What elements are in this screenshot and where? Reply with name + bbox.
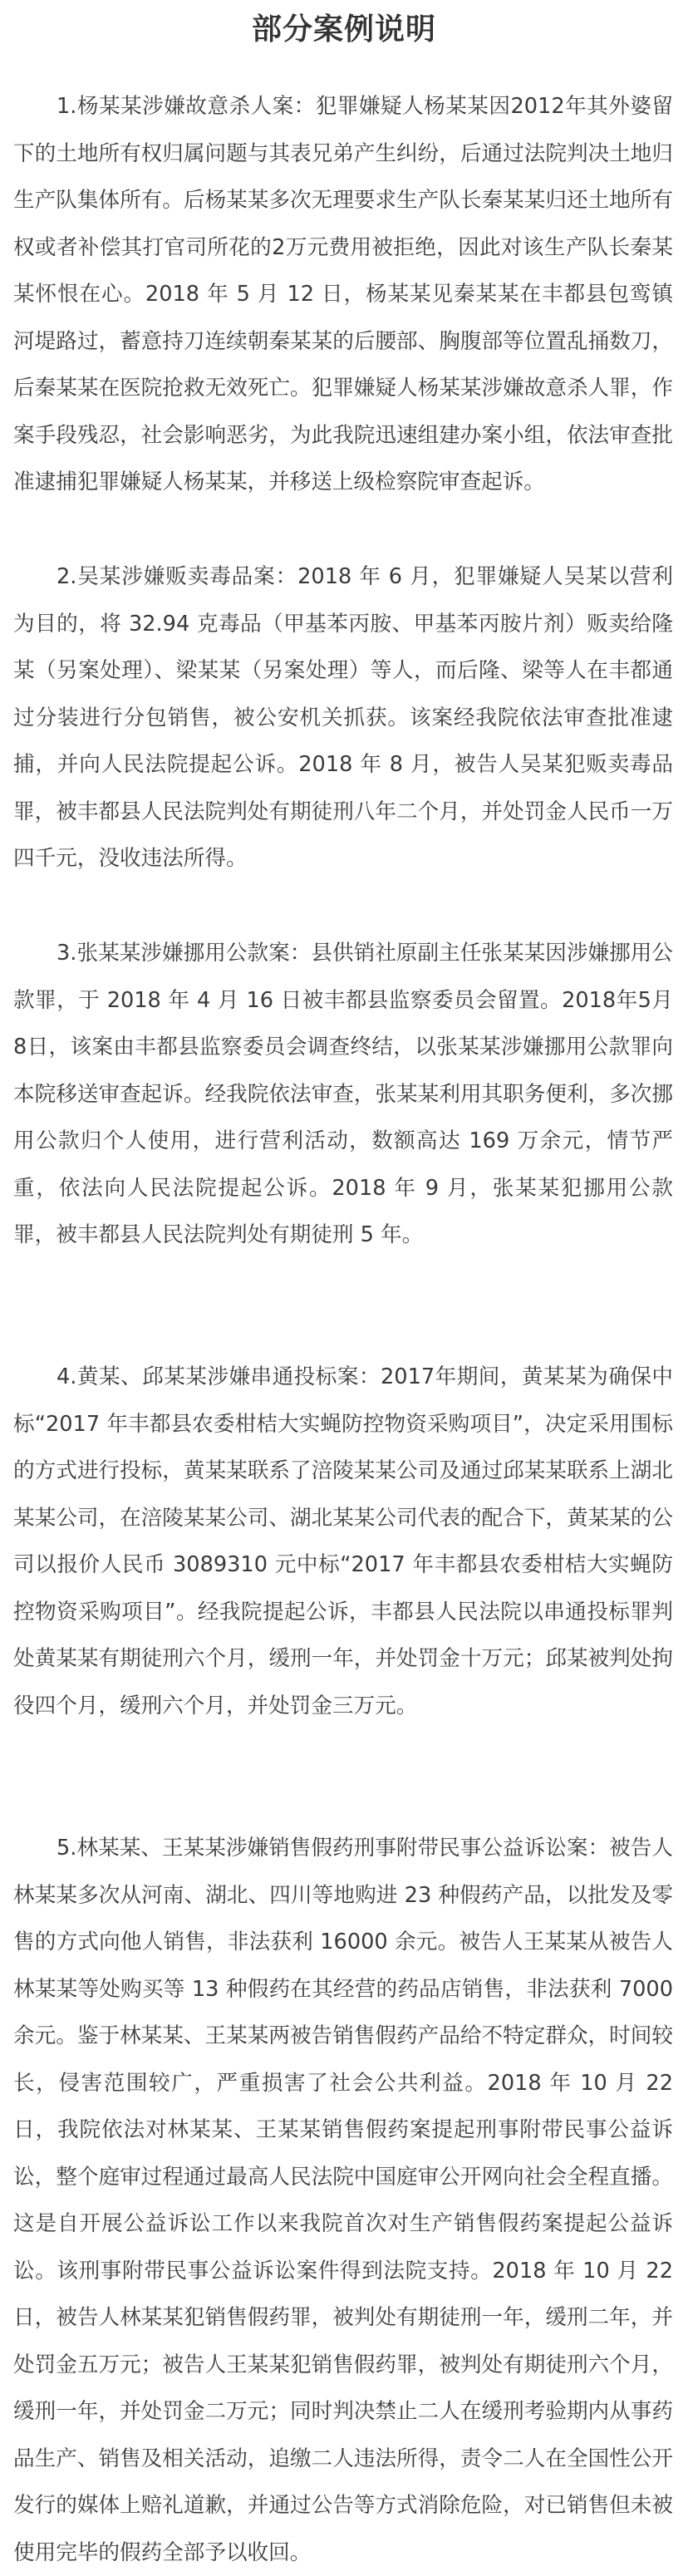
page-title: 部分案例说明 xyxy=(251,12,436,47)
case-text-3: 3.张某某涉嫌挪用公款案：县供销社原副主任张某某因涉嫌挪用公款罪，于 2018 年 4 月 16 日被丰都县监察委员会留置。2018年5月8日，该案由丰都县监察委员会调查终结，以张某某涉嫌挪用公款罪向本院移送审查起诉。经我院依法审查，张某某利用其职务便利，多次挪用公款归个人使用，进行营利活动，数额高达 169 万余元，情节严重，依法向人民法院提起公诉。2018 年 9 月，张某某犯挪用公款罪，被丰都县人民法院判处有期徒刑 5 年。 xyxy=(13,941,673,1247)
case-text-2: 2.吴某涉嫌贩卖毒品案：2018 年 6 月，犯罪嫌疑人吴某以营利为目的，将 32.94 克毒品（甲基苯丙胺、甲基苯丙胺片剂）贩卖给隆某（另案处理）、梁某某（另案处理）等人，而后隆、梁等人在丰都通过分装进行分包销售，被公安机关抓获。该案经我院依法审查批准逮捕，并向人民法院提起公诉。2018 年 8 月，被告人吴某犯贩卖毒品罪，被丰都县人民法院判处有期徒刑八年二个月，并处罚金人民币一万四千元，没收违法所得。 xyxy=(13,564,673,871)
case-paragraph-5 xyxy=(13,1825,673,2576)
case-paragraph-1 xyxy=(13,83,673,506)
case-text-4: 4.黄某、邱某某涉嫌串通投标案：2017年期间，黄某某为确保中标“2017 年丰都县农委柑桔大实蝇防控物资采购项目”，决定采用围标的方式进行投标，黄某某联系了涪陵某某公司及通过邱某某联系上湖北某某公司，在涪陵某某公司、湖北某某公司代表的配合下，黄某某的公司以报价人民币 3089310 元中标“2017 年丰都县农委柑桔大实蝇防控物资采购项目”。经我院提起公诉，丰都县人民法院以串通投标罪判处黄某某有期徒刑六个月，缓刑一年，并处罚金十万元；邱某被判处拘役四个月，缓刑六个月，并处罚金三万元。 xyxy=(13,1364,673,1718)
case-paragraph-3 xyxy=(13,930,673,1259)
case-paragraph-2 xyxy=(13,553,673,882)
case-text-5: 5.林某某、王某某涉嫌销售假药刑事附带民事公益诉讼案：被告人林某某多次从河南、湖北、四川等地购进 23 种假药产品，以批发及零售的方式向他人销售，非法获利 16000 余元。被告人王某某从被告人林某某等处购买等 13 种假药在其经营的药品店销售，非法获利 7000 余元。鉴于林某某、王某某两被告销售假药产品给不特定群众，时间较长，侵害范围较广，严重损害了社会公共利益。2018 年 10 月 22 日，我院依法对林某某、王某某销售假药案提起刑事附带民事公益诉讼，整个庭审过程通过最高人民法院中国庭审公开网向社会全程直播。这是自开展公益诉讼工作以来我院首次对生产销售假药案提起公益诉讼。该刑事附带民事公益诉讼案件得到法院支持。2018 年 10 月 22 日，被告人林某某犯销售假药罪，被判处有期徒刑一年，缓刑二年，并处罚金五万元；被告人王某某犯销售假药罪，被判处有期徒刑六个月，缓刑一年，并处罚金二万元；同时判决禁止二人在缓刑考验期内从事药品生产、销售及相关活动，追缴二人违法所得，责令二人在全国性公开发行的媒体上赔礼道歉，并通过公告等方式消除危险，对已销售但未被使用完毕的假药全部予以收回。 xyxy=(13,1836,673,2565)
case-paragraph-4 xyxy=(13,1354,673,1729)
case-text-1: 1.杨某某涉嫌故意杀人案：犯罪嫌疑人杨某某因2012年其外婆留下的土地所有权归属问题与其表兄弟产生纠纷，后通过法院判决土地归生产队集体所有。后杨某某多次无理要求生产队长秦某某归还土地所有权或者补偿其打官司所花的2万元费用被拒绝，因此对该生产队长秦某某怀恨在心。2018 年 5 月 12 日，杨某某见秦某某在丰都县包鸾镇河堤路过，蓄意持刀连续朝秦某某的后腰部、胸腹部等位置乱捅数刀，后秦某某在医院抢救无效死亡。犯罪嫌疑人杨某某涉嫌故意杀人罪，作案手段残忍，社会影响恶劣，为此我院迅速组建办案小组，依法审查批准逮捕犯罪嫌疑人杨某某，并移送上级检察院审查起诉。 xyxy=(13,94,673,494)
